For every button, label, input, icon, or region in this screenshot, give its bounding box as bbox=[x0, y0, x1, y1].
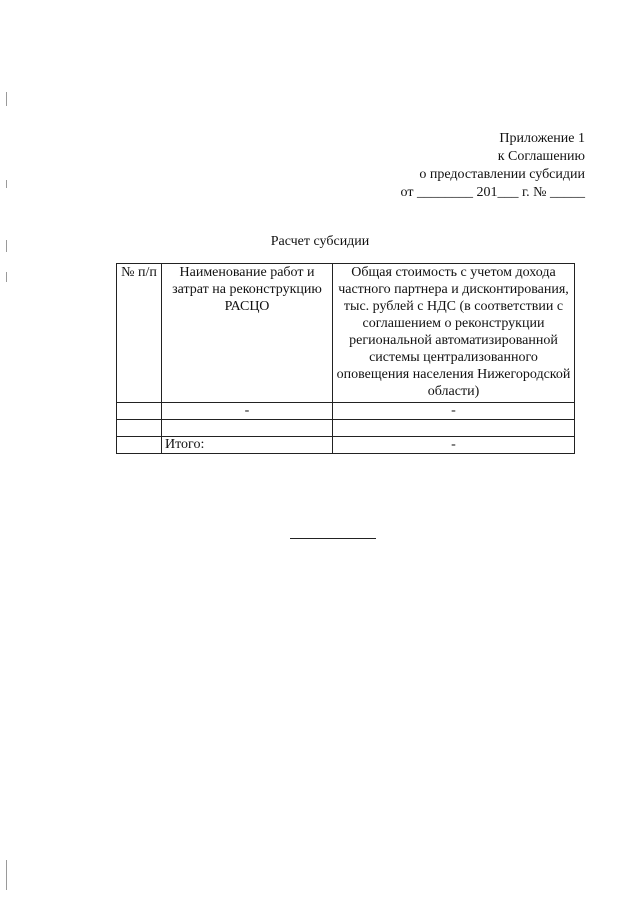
end-separator-line bbox=[290, 538, 376, 539]
table-row bbox=[117, 420, 575, 437]
scan-speck bbox=[6, 240, 7, 252]
appendix-header bbox=[401, 130, 585, 202]
appendix-number: Приложение 1 bbox=[499, 131, 585, 146]
row-number-cell bbox=[117, 403, 162, 420]
scan-speck bbox=[6, 272, 7, 282]
table-header-row bbox=[117, 264, 575, 403]
subsidy-calculation-table bbox=[116, 263, 575, 454]
scan-speck bbox=[6, 92, 7, 106]
total-number-cell bbox=[117, 437, 162, 454]
row-name-cell: - bbox=[162, 403, 333, 420]
header-total-cost: Общая стоимость с учетом дохода частного партнера и дисконтирования, тыс. рублей с НДС (в соответствии с соглашением о реконструкции региональной автоматизированной системы централизованного оповещения населения Нижегородской области) bbox=[333, 264, 575, 403]
appendix-agreement-ref: к Соглашению bbox=[497, 149, 585, 164]
table-row bbox=[117, 403, 575, 420]
scan-speck bbox=[6, 860, 7, 890]
row-cost-cell bbox=[333, 420, 575, 437]
total-cost-cell: - bbox=[333, 437, 575, 454]
total-label: Итого: bbox=[162, 437, 333, 454]
row-name-cell bbox=[162, 420, 333, 437]
appendix-date-number-line: от ________ 201___ г. № _____ bbox=[400, 185, 585, 200]
row-number-cell bbox=[117, 420, 162, 437]
appendix-subsidy-ref: о предоставлении субсидии bbox=[419, 167, 585, 182]
table-total-row bbox=[117, 437, 575, 454]
header-work-name: Наименование работ и затрат на реконструкцию РАСЦО bbox=[162, 264, 333, 403]
document-title: Расчет субсидии bbox=[270, 234, 370, 249]
header-number: № п/п bbox=[117, 264, 162, 403]
row-cost-cell: - bbox=[333, 403, 575, 420]
scan-speck bbox=[6, 180, 7, 188]
